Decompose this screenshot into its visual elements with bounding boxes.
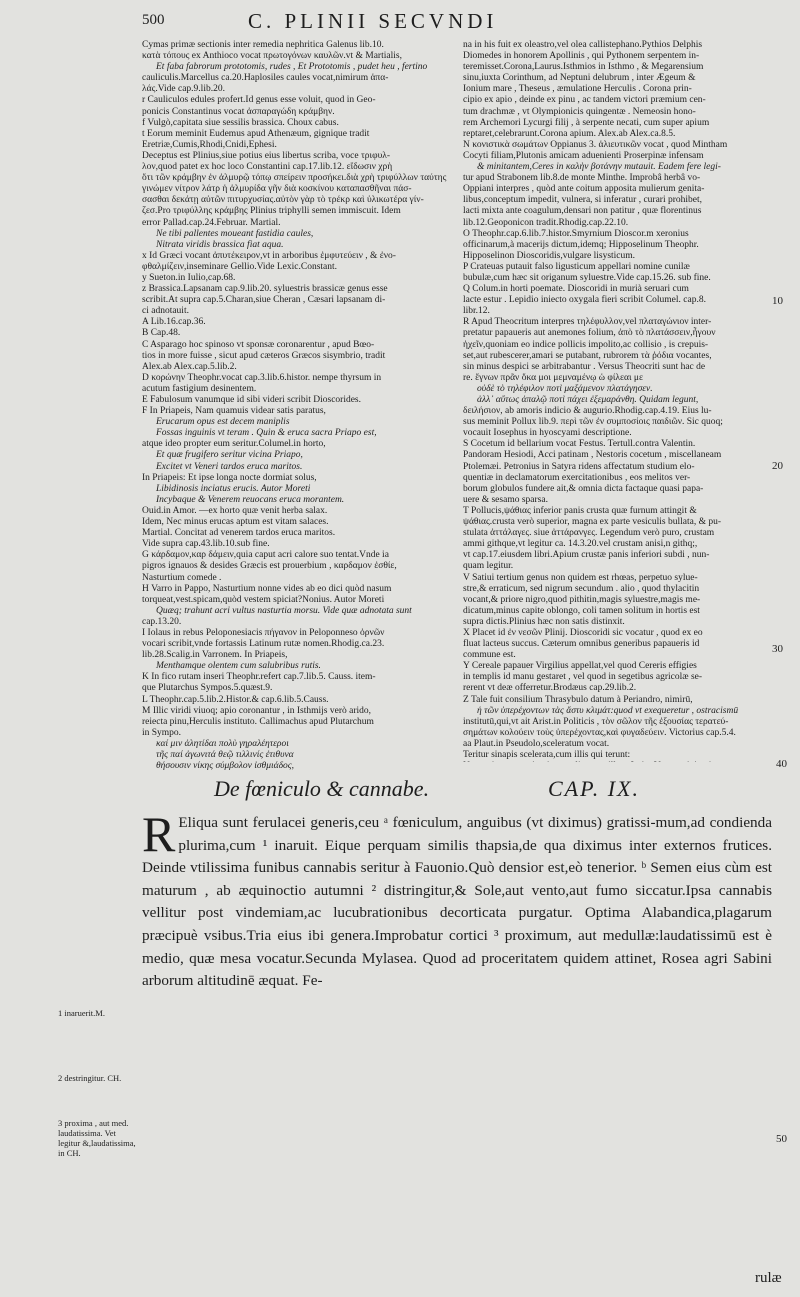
annotation-line: lacti mixta ante coagulum,densari non patitur , quæ florentinus: [463, 206, 702, 217]
annotation-line: R Apud Theocritum interpres τηλέφυλλον,vel πλαταγώνιον inter-: [463, 317, 712, 328]
annotation-line: Hipposelinon Dioscoridis,vulgare lisysticum.: [463, 250, 636, 261]
annotation-line: z Brassica.Lapsanam cap.9.lib.20. syluestris brassicæ genus esse: [142, 284, 388, 295]
annotation-line: λάς.Vide cap.9.lib.20.: [142, 84, 225, 95]
annotation-line: Diomedes in honorem Apollinis , qui Pythonem serpentem in-: [463, 51, 700, 62]
annotation-line: D κορώνην Theophr.vocat cap.3.lib.6.histor. nempe thyrsum in: [142, 372, 382, 383]
annotation-line: οὐδὲ τὸ τηλέφιλον ποτὶ μαξάμενον πλατάγησεν.: [477, 383, 653, 394]
annotation-line: set,aut rubescerer,amari se putabant, rubrorem τὰ ῥόδια vocantes,: [463, 350, 712, 361]
annotation-line: vocant,& priore nigro,quod pithitin,magis syluestre,magis me-: [463, 594, 701, 605]
side-note: 3 proxima , aut med. laudatissima. Vet legitur &,laudatissima, in CH.: [58, 1118, 136, 1158]
annotation-line: acutum fastigium desinentem.: [142, 383, 257, 394]
annotation-line: Nitrata viridis brassica fiat aqua.: [156, 239, 284, 250]
annotation-line: A Lib.16.cap.36.: [142, 317, 206, 328]
annotation-line: P Crateuas putauit falso ligusticum appellari nomine cunilæ: [463, 261, 690, 272]
annotation-line: E Fabulosum vanumque id sibi videri scribit Dioscorides.: [142, 395, 362, 405]
annotation-line: dicatum,minus capite oblongo, coli tamen solitum in hortis est: [463, 605, 700, 616]
annotation-line: Z Tale fuit consilium Thrasybulo datum à Periandro, nimirū,: [463, 694, 693, 705]
annotation-line: borum globulos fundere ait,& omnia dicta factaque quasi papa-: [463, 483, 704, 494]
annotation-line: lacte estur . Lepidio iniecto oxygala fieri scribit Columel. cap.8.: [463, 295, 706, 306]
annotation-line: sin minus despici se arbitrabantur . Versus Theocriti sunt hac de: [463, 361, 706, 372]
annotation-line: K In fico rutam inseri Theophr.refert cap.7.lib.5. Causs. item-: [142, 672, 376, 683]
annotation-line: re. ἔγνων πρᾶν ὅκα μοι μεμναμένῳ ὡ φίλεαι με: [463, 372, 644, 383]
main-paragraph-text: Eliqua sunt ferulacei generis,ceu ᵃ fœniculum, anguibus (vt diximus) gratissi-mum,ad condienda plurima,cum ¹ inaruit. Eique perquam similis thapsia,de qua diximus inter externos frutices. Deinde vtilissima funibus cannabis seritur à Fauonio.Quò densior est,eò tenerior. ᵇ Semen eius cùm est maturum , ab æquinoctio autumni ² distringitur,& Sole,aut vento,aut fumo siccatur.Ipsa cannabis vellitur post vindemiam,ac lucubrationibus decorticata purgatur. Optima Alabandica,plagarum præcipuè vsibus.Tria eius ibi genera.Improbatur cortici ³ proximum, aut medullæ:laudatissimū est è medio, quæ mesa vocatur.Secunda Mylasea. Quod ad proceritatem quidem attinet, Rosea agri Sabini arborum altitudinē æquat. Fe-: [142, 814, 772, 990]
annotation-line: na in his fuit ex oleastro,vel olea callistephano.Pythios Delphis: [463, 40, 703, 50]
annotation-line: sus meminit Pollux lib.9. περὶ τῶν ἐν συμποσίοις παιδιῶν. Sic quoq;: [463, 417, 723, 428]
annotation-line: aa Plaut.in Pseudolo,sceleratum vocat.: [463, 738, 610, 749]
annotation-line: θήσουσιν νίκης σύμβολον ἰσθμιάδος,: [156, 761, 294, 772]
annotation-line: O Theophr.cap.6.lib.7.histor.Smyrnium Dioscor.m xeronius: [463, 228, 689, 239]
annotation-line: Menthamque olentem cum salubribus rutis.: [156, 661, 321, 672]
annotation-line: atque ideo propter eum seritur.Columel.in horto,: [142, 439, 326, 450]
annotation-line: κατὰ τόπους ex Anthioco vocat πρωτογόνων καυλῶν.vt & Martialis,: [142, 51, 402, 62]
annotation-line: error Pallad.cap.24.Februar. Martial.: [142, 217, 281, 228]
annotation-line: teremisset.Corona,Laurus.Isthmios in Isthmo , & Megarensium: [463, 62, 704, 73]
annotation-line: σασθαι δεκάτῃ αὐτῶν πιτυρχυσίας.αὐτὸν γὰρ τὸ τρέκρ καὶ ὑλικωτέρα γίν-: [142, 195, 424, 206]
annotation-line: F In Priapeis, Nam quamuis videar satis paratus,: [142, 406, 326, 417]
annotation-line: pigros ignauos & desides Græcis est prouerbium , καρδαμον ἐσθίε,: [142, 561, 397, 572]
annotation-line: tios in more fuisse , sicut apud cæteros Græcos sisymbrio, tradit: [142, 350, 386, 361]
annotation-line: Fossas inguinis vt teram . Quin & eruca sacra Priapo est,: [156, 428, 377, 439]
annotation-line: cipio ex apio , deinde ex pinu , ac tandem victori præmium cen-: [463, 95, 706, 106]
annotation-line: ammi githque,vt legitur ca. 14.3.20.vel crustam anisi,n githq;,: [463, 539, 698, 550]
annotation-line: Quæq; trahunt acri vultus nasturtia morsu. Vide quæ adnotata sunt: [156, 605, 412, 616]
chapter-number: CAP. IX.: [548, 776, 640, 801]
side-note: 1 inaruerit.M.: [58, 1008, 105, 1018]
annotation-line: supra dictis.Plinius hæc non satis distinxit.: [463, 616, 625, 627]
annotation-line: quentiæ in declamatorum exercitationibus , eos melitos ver-: [463, 472, 691, 483]
annotation-line: & minitantem,Ceres in καλὴν βοτάνην mutauit. Eadem fere legi-: [477, 162, 721, 173]
annotation-line: I Iolaus in rebus Peloponesiacis πήγανον in Peloponneso ὀρνῶν: [142, 627, 385, 638]
annotation-line: Teritur sinapis scelerata,cum illis qui terunt:: [463, 750, 631, 760]
annotation-line: Vide supra cap.43.lib.10.sub fine.: [142, 539, 270, 550]
annotation-line: ἡ τῶν ὑπερέχοντων τὰς ἄστυ κλιμάτ:quod vt exequeretur , ostracismū: [477, 705, 739, 716]
annotation-line: Ptolemæi. Petronius in Satyra ridens affectatum studium elo-: [463, 461, 695, 472]
annotation-line: L Theophr.cap.5.lib.2.Histor.& cap.6.lib.5.Causs.: [142, 694, 329, 705]
annotation-line: Excitet vt Veneri tardos eruca maritos.: [156, 461, 303, 472]
annotation-line: Oppiani interpres , quòd ante coitum apposita mulierum genita-: [463, 184, 705, 195]
catchword: rulæ: [755, 1270, 782, 1286]
annotation-line: bubulæ,cum hæc sit origanum syluestre.Vide cap.15.26. sub fine.: [463, 272, 711, 283]
annotation-line: fluat lacteus succus. Cæterum omnibus generibus papaueris id: [463, 639, 700, 650]
annotation-line: N κονιστικὰ σωμάτων Oppianus 3. ἁλιευτικῶν vocat , quod Mintham: [463, 139, 728, 150]
margin-line-number: 40: [776, 758, 787, 770]
annotation-line: cauliculis.Marcellus ca.20.Haplosiles caules vocat,nimirum ἁπα-: [142, 73, 389, 84]
annotation-line: stulata ἀττάλαγες. siue ἀττάρανγες. Legendum verò puro, crustam: [463, 528, 715, 539]
annotation-line: ci adnotauit.: [142, 306, 189, 317]
annotation-line: V Satiui tertium genus non quidem est rhœas, perpetuo sylue-: [463, 572, 698, 583]
annotation-line: τῆς παί ἀγωνιτά θεῷ τιλλινίς ἐτιθυνα: [156, 750, 294, 760]
annotation-line: Pandoram Hesiodi, Acci patinam , Nestoris cocetum , miscellaneam: [463, 450, 722, 461]
annotation-line: C Asparago hoc spinoso vt sponsæ coronarentur , apud Bœo-: [142, 339, 375, 350]
main-text: [142, 806, 772, 993]
annotation-line: Incybaque & Venerem reuocans eruca morantem.: [156, 494, 345, 505]
annotation-line: καί μιν ἀλητίδαι πολὺ γηραλέητεροι: [156, 738, 289, 749]
annotation-line: Et faba fabrorum prototomis, rudes , Et Prototomis , pudet heu , fertino: [156, 62, 428, 73]
margin-line-number: 10: [772, 295, 783, 307]
annotation-line: Idem, Nec minus erucas aptum est vitam salaces.: [142, 517, 329, 528]
margin-line-number: 30: [772, 643, 783, 655]
annotation-line: stre,& erraticum, sed nigrum secundum . alio , quod thylacitin: [463, 583, 700, 594]
running-title: C. PLINII SECVNDI: [248, 9, 498, 33]
annotation-line: in templis id manu gestaret , vel quod in segetibus agricolæ se-: [463, 672, 703, 683]
annotation-line: ἠχεῖν,quoniam eo indice pollicis impolito,ac collisio , is crepuis-: [463, 339, 709, 350]
annotation-line: lib.12.Geoponicon tradit.Rhodig.cap.22.10.: [463, 217, 629, 228]
annotation-line: Deceptus est Plinius,siue potius eius libertus scriba, voce τριφυλ-: [142, 150, 391, 161]
annotation-line: Alex.ab Alex.cap.5.lib.2.: [142, 361, 237, 372]
annotation-line: Eretriæ,Cumis,Rhodi,Cnidi,Ephesi.: [142, 139, 277, 150]
annotation-line: Nasturtium comede .: [142, 572, 222, 583]
drop-cap: R: [142, 806, 176, 862]
annotation-line: libus,conceptum impedit, vulnera, si inferatur , curari prohibet,: [463, 195, 703, 206]
annotation-line: Et quæ frugifero seritur vicina Priapo,: [156, 450, 303, 461]
annotation-line: ἀλλ᾽ αὔτως ἁπαλῷ ποτὶ πάχει ἐξεμαράνθη. Quidam legunt,: [477, 395, 699, 405]
annotation-line: X Placet id ἐν νεσῶν Plinij. Dioscoridi sic vocatur , quod ex eo: [463, 627, 703, 638]
annotation-line: x Id Græci vocant ἀπυτέκειρον,vt in arboribus ἐμφυτεύειν , & ἐνο-: [142, 250, 396, 261]
annotation-line: Cocyti filiam,Plutonis amicam aduenienti Proserpinæ infensam: [463, 150, 704, 161]
annotation-line: que Plutarchus Sympos.5.quæst.9.: [142, 683, 273, 694]
annotation-line: lib.28.Scalig.in Varronem. In Priapeis,: [142, 650, 288, 661]
annotation-line: Martial. Concitat ad venerem tardos eruca maritos.: [142, 528, 336, 539]
annotation-line: quam legitur.: [463, 561, 514, 572]
annotation-line: tur apud Strabonem lib.8.de monte Minthe. Improbâ herbâ vo-: [463, 173, 701, 184]
annotation-line: vocauit Iosephus in hyoscyami descriptione.: [463, 428, 632, 439]
annotation-line: commune est.: [463, 650, 516, 661]
margin-line-number: 50: [776, 1133, 787, 1145]
annotation-line: reiecta pinu,Herculis instituto. Callimachus apud Plutarchum: [142, 716, 374, 727]
annotation-line: σημάτων κολούειν τοὺς ὑπερέχοντας,καὶ φυγαδεύειν. Victorius cap.5.4.: [463, 727, 736, 738]
annotation-line: B Cap.48.: [142, 328, 181, 339]
side-note: 2 destringitur. CH.: [58, 1073, 122, 1083]
annotation-line: r Cauliculos edules profert.Id genus esse voluit, quod in Geo-: [142, 95, 376, 106]
annotation-line: γινώμεν νίτρον λάτρ ἡ ἁλμυρίδα γῆν διὰ κοσκίνου καταπασθῆναι πάσ-: [142, 184, 412, 195]
annotation-line: ζεσ.Pro τριφύλλης κράμβης Plinius triphylli semen immiscuit. Idem: [142, 206, 401, 217]
annotation-line: f Vulgò,capitata siue sessilis brassica. Choux cabus.: [142, 117, 339, 128]
annotation-line: institutū,qui,vt ait Arist.in Politicis , τὸν σῶλον τῆς ἐξουσίας τερατεύ-: [463, 716, 729, 727]
annotation-line: δειλήσιον, ab amoris indicio & augurio.Rhodig.cap.4.19. Eius lu-: [463, 406, 712, 417]
annotation-line: ponicis Constantinus vocat ἀσπαραγώδη κράμβην.: [142, 106, 335, 117]
annotation-line: Ionium mare , Theseus , æmulatione Herculis . Corona prin-: [463, 84, 692, 95]
annotation-line: T Pollucis,ψάθιας inferior panis crusta quæ furnum attingit &: [463, 505, 697, 516]
margin-line-number: 20: [772, 460, 783, 472]
annotation-line: In Priapeis: Et ipse longa nocte dormiat solus,: [142, 472, 317, 483]
annotation-line: y Sueton.in Iulio,cap.68.: [142, 272, 236, 283]
annotation-line: reptaret,celebrarunt.Corona apium. Alex.ab Alex.ca.8.5.: [463, 128, 676, 139]
annotations-right-column: [463, 40, 763, 762]
annotation-line: [463, 761, 763, 762]
annotation-line: officinarum,à macerijs dictum,idemq; Hipposelinum Theophr.: [463, 239, 699, 250]
annotation-line: λον,quod patet ex hoc loco Constantini cap.17.lib.12. εἴδωσιν χρὴ: [142, 162, 393, 173]
annotation-line: Ne tibi pallentes moueant fastidia caules,: [156, 228, 314, 239]
annotation-line: libr.12.: [463, 306, 490, 317]
annotation-line: Libidinosis inciatus erucis. Autor Moreti: [156, 483, 311, 494]
annotation-line: in Sympo.: [142, 727, 182, 738]
annotation-line: Erucarum opus est decem maniplis: [156, 417, 290, 428]
annotation-line: φθαλμίζειν,inseminare Gellio.Vide Lexic.Constant.: [142, 261, 338, 272]
annotation-line: Cymas primæ sectionis inter remedia nephritica Galenus lib.10.: [142, 40, 384, 50]
annotation-line: ὅτι τῶν κράμβην ἐν ἁλμυρῷ τόπῳ σπείρειν προσήκει.διὰ χρὴ τριφύλλων ταύτης: [142, 173, 447, 184]
annotation-line: G κάρδαμον,καρ δάμειν,quia caput acri calore suo tentat.Vnde ia: [142, 550, 389, 561]
annotation-line: vocari scribit,vnde fortassis Latinum rutæ nomen.Rhodig.ca.23.: [142, 639, 385, 650]
annotations-left-column: [142, 40, 454, 772]
annotation-line: Y Cereale papauer Virgilius appellat,vel quod Cereris effigies: [463, 661, 697, 672]
annotation-line: H Varro in Pappo, Nasturtium nonne vides ab eo dici quòd nasum: [142, 583, 392, 594]
annotation-line: sinu,iuxta Corinthum, ad Neptuni delubrum , inter Ægeum &: [463, 73, 696, 84]
chapter-title: De fœniculo & cannabe.: [214, 776, 430, 801]
annotation-line: Ouid.in Amor. —ex horto quæ venit herba salax.: [142, 505, 328, 516]
annotation-line: S Cocetum id bellarium vocat Festus. Tertull.contra Valentin.: [463, 439, 696, 450]
annotation-line: cap.13.20.: [142, 616, 182, 627]
annotation-line: rerent vt deæ offerretur.Brodæus cap.29.lib.2.: [463, 683, 637, 694]
annotation-line: vt cap.17.eiusdem libri.Apium crustæ panis inferiori subdi , nun-: [463, 550, 710, 561]
annotation-line: pretatur papaueris aut anemones folium, ἀπὸ τὸ πλατάσσειν,ἦγουν: [463, 328, 716, 339]
main-paragraph: [142, 806, 772, 993]
annotation-line: uere & sesamo sparsa.: [463, 494, 548, 505]
annotation-line: t Eorum meminit Eudemus apud Athenæum, gignique tradit: [142, 128, 370, 139]
annotation-line: torqueat,vest.spicam,quòd vestem spiciat?Nonius. Autor Moreti: [142, 594, 385, 605]
annotation-line: ψάθιας.crusta verò superior, magna ex parte vesiculis bullata, & pu-: [463, 517, 722, 528]
annotation-line: M Illic viridi viuoq; apio coronantur , in Isthmijs verò arido,: [142, 705, 372, 716]
annotation-line: scribit.At supra cap.5.Charan,siue Cheran , Cæsari lapsanam di-: [142, 295, 386, 306]
page-number: 500: [142, 12, 165, 28]
annotation-line: rem Archemori Lycurgi filij , à serpente necati, cum super apium: [463, 117, 710, 128]
annotation-line: tum drachmæ , vt Olympionicis quingentæ . Nemeosin hono-: [463, 106, 696, 117]
annotation-line: Q Colum.in horti poemate. Dioscoridi in murià seruari cum: [463, 284, 689, 295]
